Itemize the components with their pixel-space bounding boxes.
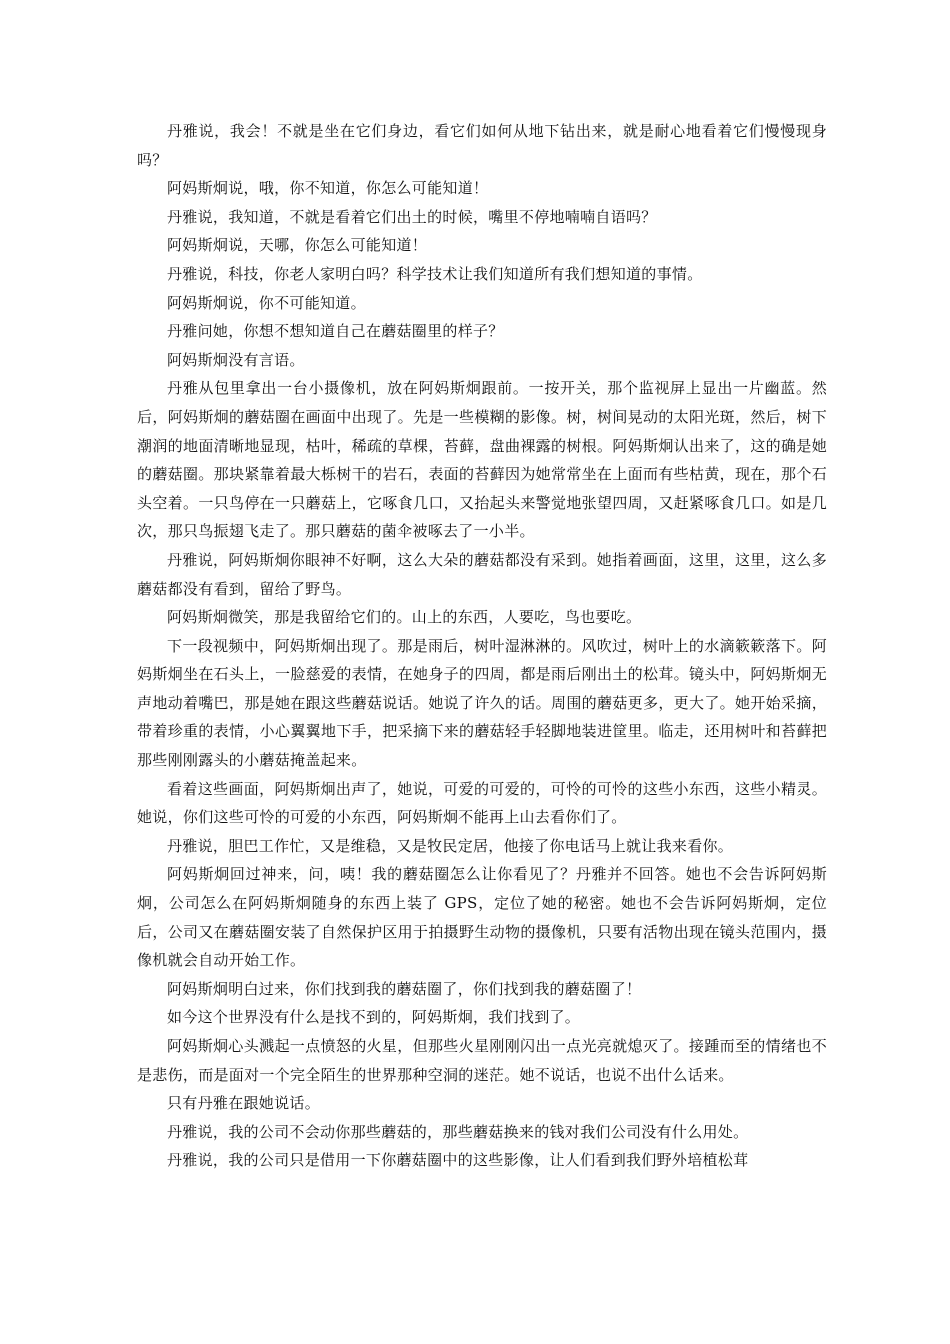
paragraph: 下一段视频中，阿妈斯炯出现了。那是雨后，树叶湿淋淋的。风吹过，树叶上的水滴簌簌落下。阿妈斯炯坐在石头上，一脸慈爱的表情，在她身子的四周，都是雨后刚出土的松茸。镜头中，阿妈斯炯无声地动着嘴巴，那是她在跟这些蘑菇说话。她说了许久的话。周围的蘑菇更多，更大了。她开始采摘，带着珍重的表情，小心翼翼地下手，把采摘下来的蘑菇轻手轻脚地装进筐里。临走，还用树叶和苔藓把那些刚刚露头的小蘑菇掩盖起来。 (137, 636, 827, 770)
paragraph: 阿妈斯炯说，天哪，你怎么可能知道！ (167, 236, 428, 255)
paragraph: 丹雅说，阿妈斯炯你眼神不好啊，这么大朵的蘑菇都没有采到。她指着画面，这里，这里，这么多蘑菇都没有看到，留给了野鸟。 (137, 550, 827, 598)
document-page (137, 117, 827, 1175)
paragraph: 如今这个世界没有什么是找不到的，阿妈斯炯，我们找到了。 (167, 1008, 581, 1027)
paragraph: 丹雅说，我会！不就是坐在它们身边，看它们如何从地下钻出来，就是耐心地看着它们慢慢现身吗？ (137, 122, 827, 169)
paragraph: 丹雅说，科技，你老人家明白吗？科学技术让我们知道所有我们想知道的事情。 (167, 264, 703, 283)
paragraph: 阿妈斯炯说，你不可能知道。 (167, 293, 366, 312)
paragraph: 丹雅说，胆巴工作忙，又是维稳，又是牧民定居，他接了你电话马上就让我来看你。 (167, 836, 734, 855)
paragraph: 丹雅从包里拿出一台小摄像机，放在阿妈斯炯跟前。一按开关，那个监视屏上显出一片幽蓝。然后，阿妈斯炯的蘑菇圈在画面中出现了。先是一些模糊的影像。树，树间晃动的太阳光斑，然后，树下潮润的地面清晰地显现，枯叶，稀疏的草棵，苔藓，盘曲裸露的树根。阿妈斯炯认出来了，这的确是她的蘑菇圈。那块紧靠着最大栎树干的岩石，表面的苔藓因为她常常坐在上面而有些枯黄，现在，那个石头空着。一只鸟停在一只蘑菇上，它啄食几口，又抬起头来警觉地张望四周，又赶紧啄食几口。如是几次，那只鸟振翅飞走了。那只蘑菇的菌伞被啄去了一小半。 (137, 379, 827, 541)
paragraph: 阿妈斯炯回过神来，问，咦！我的蘑菇圈怎么让你看见了？丹雅并不回答。她也不会告诉阿妈斯炯，公司怎么在阿妈斯炯随身的东西上装了 GPS，定位了她的秘密。她也不会告诉阿妈斯炯，定位后，公司又在蘑菇圈安装了自然保护区用于拍摄野生动物的摄像机，只要有活物出现在镜头范围内，摄像机就会自动开始工作。 (137, 865, 827, 970)
paragraph: 阿妈斯炯明白过来，你们找到我的蘑菇圈了，你们找到我的蘑菇圈了！ (167, 979, 642, 998)
paragraph: 只有丹雅在跟她说话。 (167, 1094, 321, 1113)
paragraph: 阿妈斯炯没有言语。 (167, 350, 305, 369)
paragraph: 丹雅说，我的公司只是借用一下你蘑菇圈中的这些影像，让人们看到我们野外培植松茸 (167, 1151, 749, 1170)
paragraph: 丹雅问她，你想不想知道自己在蘑菇圈里的样子？ (167, 322, 504, 341)
paragraph: 阿妈斯炯说，哦，你不知道，你怎么可能知道！ (167, 179, 489, 198)
paragraph: 阿妈斯炯心头溅起一点愤怒的火星，但那些火星刚刚闪出一点光亮就熄灭了。接踵而至的情绪也不是悲伤，而是面对一个完全陌生的世界那种空洞的迷茫。她不说话，也说不出什么话来。 (137, 1037, 827, 1084)
paragraph: 阿妈斯炯微笑，那是我留给它们的。山上的东西，人要吃，鸟也要吃。 (167, 608, 642, 627)
paragraph: 丹雅说，我知道，不就是看着它们出土的时候，嘴里不停地喃喃自语吗？ (167, 207, 657, 226)
paragraph: 丹雅说，我的公司不会动你那些蘑菇的，那些蘑菇换来的钱对我们公司没有什么用处。 (167, 1122, 749, 1141)
paragraph: 看着这些画面，阿妈斯炯出声了，她说，可爱的可爱的，可怜的可怜的这些小东西，这些小精灵。她说，你们这些可怜的可爱的小东西，阿妈斯炯不能再上山去看你们了。 (137, 779, 827, 827)
